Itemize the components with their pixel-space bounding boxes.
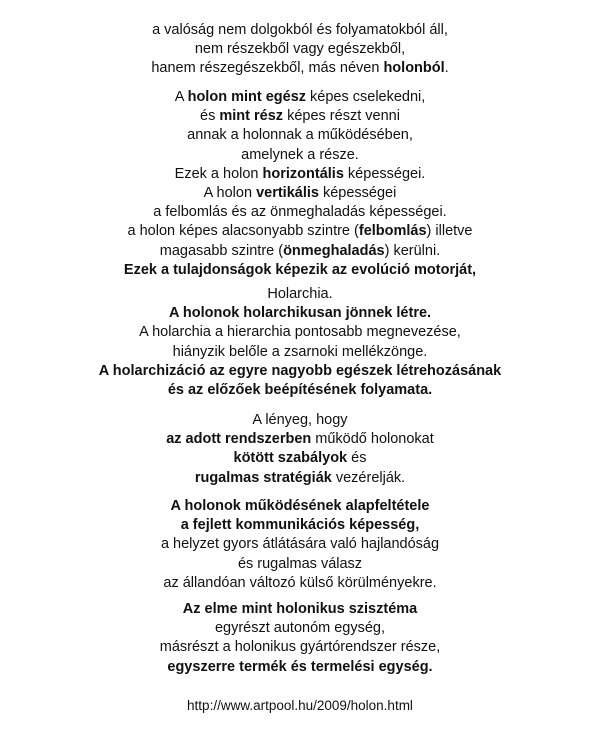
text-segment: a helyzet gyors átlátására való hajlandóság [160,536,440,553]
text-line [0,449,600,468]
bold-text: A holonok működésének alapfeltétele [170,498,430,514]
text-line [0,381,600,400]
text-segment: és [347,450,367,467]
stanza-6 [0,600,600,677]
text-line [0,242,600,261]
text-segment: magasabb szintre ( [159,242,284,259]
text-segment: a holon képes alacsonyabb szintre ( [127,223,359,240]
text-line [0,469,600,488]
text-segment: hiányzik belőle a zsarnoki mellékzönge. [172,343,428,360]
text-line [0,497,600,516]
text-segment: Holarchia. [267,286,333,302]
text-line [0,638,600,657]
text-line [0,516,600,535]
text-line [0,430,600,449]
bold-text: holonból [383,60,445,77]
bold-text: önmeghaladás [283,242,385,259]
text-segment: vezérelják. [331,469,406,486]
bold-text: egyszerre termék és termelési egység. [167,658,433,675]
text-segment: A holarchia a hierarchia pontosabb megnevezése, [139,324,461,341]
text-segment: . [444,60,449,77]
text-line [0,126,600,145]
bold-text: Az elme mint holonikus szisztéma [182,601,418,617]
text-line [0,574,600,593]
text-line [0,619,600,638]
text-line [0,222,600,241]
text-segment: ) kerülni. [384,242,441,259]
bold-text: és az előzőek beépítésének folyamata. [167,381,433,398]
text-line [0,21,600,40]
text-segment: képességei. [343,165,426,182]
text-segment: A lényeg, hogy [252,412,348,428]
stanza-5 [0,497,600,593]
text-line [0,285,600,304]
text-segment: hanem részegészekből, más néven [151,60,384,77]
stanza-2 [0,88,600,280]
bold-text: horizontális [262,165,344,182]
text-segment: az állandóan változó külső körülményekre. [163,574,437,591]
text-line [0,658,600,677]
bold-text: rugalmas stratégiák [194,469,332,486]
text-line [0,411,600,430]
text-segment: A [174,89,188,105]
text-line [0,59,600,78]
text-line [0,600,600,619]
text-line [0,261,600,280]
text-segment: ) illetve [426,223,473,240]
stanza-3 [0,285,600,400]
text-segment: Ezek a holon [174,165,263,182]
text-segment: egyrészt autonóm egység, [214,620,386,637]
text-segment: nem részekből vagy egészekből, [194,41,406,58]
text-segment: és [200,108,220,125]
bold-text: A holonok holarchikusan jönnek létre. [168,305,432,322]
text-line [0,323,600,342]
text-line [0,184,600,203]
bold-text: mint rész [219,108,284,125]
stanza-4 [0,411,600,488]
stanza-1 [0,21,600,79]
bold-text: a fejlett kommunikációs képesség, [180,517,420,534]
text-segment: képes cselekedni, [306,89,426,105]
text-line [0,146,600,165]
text-segment: működő holonokat [311,431,434,448]
bold-text: kötött szabályok [233,450,348,467]
text-line [0,362,600,381]
text-line [0,88,600,107]
text-line [0,203,600,222]
text-segment: képességei [318,184,397,201]
text-line [0,107,600,126]
bold-text: vertikális [256,184,319,201]
bold-text: Ezek a tulajdonságok képezik az evolúció motorját, [123,261,477,278]
text-line [0,343,600,362]
text-segment: és rugalmas válasz [237,555,363,572]
bold-text: A holarchizáció az egyre nagyobb egészek létrehozásának [98,362,502,379]
text-line [0,555,600,574]
text-segment: amelynek a része. [241,146,359,163]
text-segment: a valóság nem dolgokból és folyamatokból áll, [152,22,448,38]
text-segment: A holon [203,184,257,201]
text-segment: másrészt a holonikus gyártórendszer része, [159,639,441,656]
text-line [0,165,600,184]
source-url: http://www.artpool.hu/2009/holon.html [187,698,413,713]
text-line [0,535,600,554]
text-segment: a felbomlás és az önmeghaladás képességei. [153,204,447,221]
text-line [0,304,600,323]
text-segment: képes részt venni [283,108,400,125]
bold-text: holon mint egész [187,89,307,105]
bold-text: az adott rendszerben [166,431,312,448]
bold-text: felbomlás [358,223,427,240]
text-segment: annak a holonnak a működésében, [187,127,413,144]
text-line [0,40,600,59]
